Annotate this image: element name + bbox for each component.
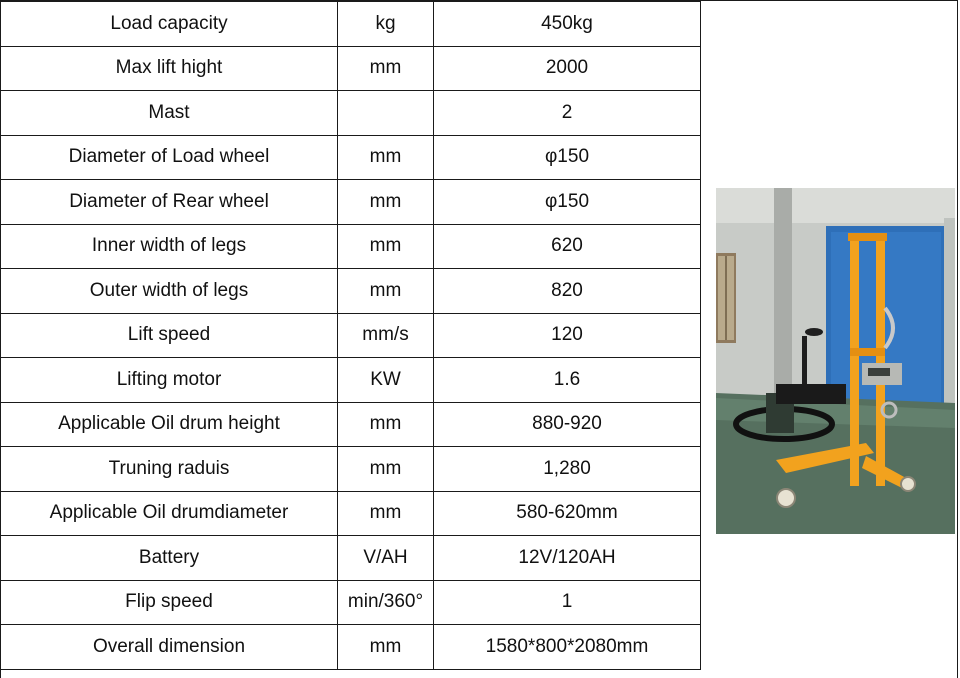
param-unit: mm — [338, 135, 434, 180]
param-name: Overall dimension — [1, 625, 338, 670]
param-unit: mm — [338, 46, 434, 91]
param-value: 12V/120AH — [434, 536, 701, 581]
table-row — [1, 536, 701, 581]
param-name: Inner width of legs — [1, 224, 338, 269]
param-value: 1.6 — [434, 358, 701, 403]
param-unit: mm — [338, 224, 434, 269]
table-row — [1, 580, 701, 625]
param-name: Applicable Oil drum height — [1, 402, 338, 447]
param-unit: mm — [338, 402, 434, 447]
table-row — [1, 269, 701, 314]
table-row — [1, 447, 701, 492]
table-row — [1, 46, 701, 91]
param-value: 450kg — [434, 2, 701, 47]
spec-table-body — [1, 2, 701, 670]
param-name: Diameter of Load wheel — [1, 135, 338, 180]
table-row — [1, 91, 701, 136]
param-value: φ150 — [434, 180, 701, 225]
param-unit: mm — [338, 180, 434, 225]
table-row — [1, 491, 701, 536]
param-unit: kg — [338, 2, 434, 47]
param-value: 120 — [434, 313, 701, 358]
param-value: 1580*800*2080mm — [434, 625, 701, 670]
param-value: 820 — [434, 269, 701, 314]
param-value: 880-920 — [434, 402, 701, 447]
table-row — [1, 625, 701, 670]
param-name: Lifting motor — [1, 358, 338, 403]
param-value: φ150 — [434, 135, 701, 180]
table-row — [1, 180, 701, 225]
param-value: 1,280 — [434, 447, 701, 492]
param-value: 2000 — [434, 46, 701, 91]
spec-table — [0, 1, 701, 670]
table-row — [1, 224, 701, 269]
param-name: Battery — [1, 536, 338, 581]
param-name: Outer width of legs — [1, 269, 338, 314]
param-unit: mm — [338, 491, 434, 536]
param-value: 620 — [434, 224, 701, 269]
mast-right — [876, 236, 885, 486]
param-unit: mm — [338, 625, 434, 670]
param-unit: mm/s — [338, 313, 434, 358]
param-value: 580-620mm — [434, 491, 701, 536]
wheel — [777, 489, 795, 507]
param-name: Load capacity — [1, 2, 338, 47]
param-unit: min/360° — [338, 580, 434, 625]
param-value: 2 — [434, 91, 701, 136]
table-row — [1, 358, 701, 403]
table-row — [1, 2, 701, 47]
param-value: 1 — [434, 580, 701, 625]
param-unit — [338, 91, 434, 136]
param-name: Truning raduis — [1, 447, 338, 492]
wheel — [901, 477, 915, 491]
table-row — [1, 313, 701, 358]
table-row — [1, 402, 701, 447]
param-name: Mast — [1, 91, 338, 136]
table-row — [1, 135, 701, 180]
param-name: Flip speed — [1, 580, 338, 625]
param-name: Max lift hight — [1, 46, 338, 91]
drum-lifter-illustration — [716, 188, 955, 534]
param-name: Diameter of Rear wheel — [1, 180, 338, 225]
param-name: Lift speed — [1, 313, 338, 358]
param-unit: KW — [338, 358, 434, 403]
pillar — [774, 188, 792, 403]
product-photo — [716, 188, 955, 534]
param-unit: mm — [338, 447, 434, 492]
param-unit: mm — [338, 269, 434, 314]
param-name: Applicable Oil drumdiameter — [1, 491, 338, 536]
param-unit: V/AH — [338, 536, 434, 581]
